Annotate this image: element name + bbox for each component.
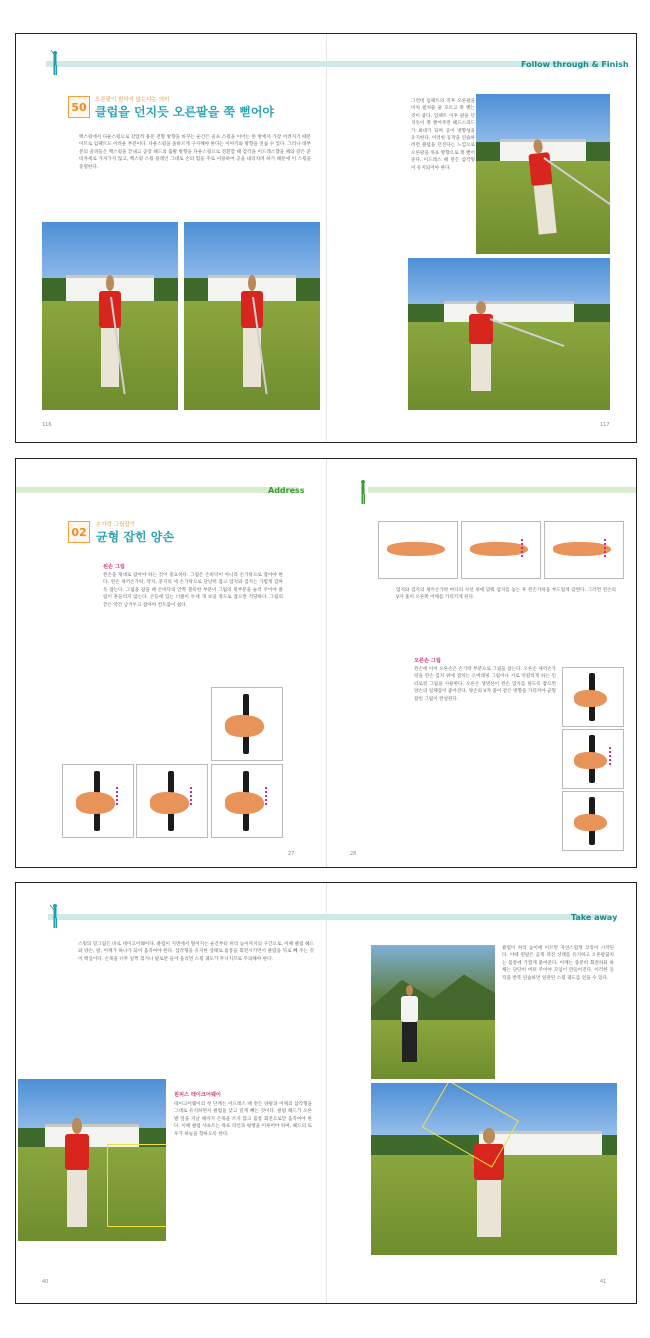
section-band [48,914,608,920]
photo-follow-2 [408,258,610,410]
golfer-icon [50,50,60,76]
section-label: Take away [571,913,618,922]
section-band-left [16,487,298,493]
photo-takeaway-side [18,1079,166,1241]
photo-left-grip-b [62,764,134,838]
body-text-top: 스윙의 밑그림은 바로 테이크어웨이다. 클럽이 지면에서 떨어지는 순간부터 허리 높이까지의 구간으로, 이때 클럽 헤드와 양손, 팔, 어깨가 하나가 되어 움직여야 한다. 삼각형을 유지한 상태로 몸통을 회전시키면서 클럽을 뒤로 빼 주는 것이 핵심이다. 손목을 너무 일찍 꺾거나 팔로만 들어 올리면 스윙 궤도가 무너지므로 주의해야 한다. [78,942,314,962]
page-number-left: 27 [288,851,295,857]
section-band-right [368,487,636,493]
tip-number: 50 [68,96,90,118]
gutter [326,883,327,1303]
heading-one-piece: 원피스 테이크어웨이 [174,1092,221,1098]
body-text-right-2: 왼손에 이어 오른손은 손가락 부분으로 그립을 잡는다. 오른손 새끼손가락을 왼손 검지 위에 겹치는 오버래핑 그립이나 서로 엇갈리게 하는 인터로킹 그립을 사용한다. 오른손 생명선이 왼손 엄지를 덮도록 잡으면 양손의 일체감이 좋아진다. 양손의 V자 홈이 같은 방향을 가리켜야 균형 잡힌 그립이 완성된다. [414,667,556,702]
body-text-right: 그런데 임팩트의 직후 오른팔을 미처 펼쳐줄 줄 모르고 쭉 뻗는 것이 좋다. 임팩트 이후 팔을 던지듯이 쭉 뻗어주면 헤드스피드가 최대가 되며 공이 방향성을 유지한다. 이러한 동작을 연습하려면 클럽을 던진다는 느낌으로 오른팔을 목표 방향으로 쭉 뻗어준다. 이드레스 때 만든 삼각형이 유지되어야 한다. [411,99,475,171]
body-text-right: 엄지와 검지의 새끼손가락 마디의 사선 위에 맞춰 엄지를 놓는 후 왼손가락을 부드럽게 감싼다. 그러면 왼손의 V자 홈이 오른쪽 어깨를 가리키게 된다. [396,588,616,601]
heading-right-grip: 오른손 그립 [414,658,441,664]
subtitle: 손가락 그립잡기 [96,522,135,528]
section-label: Address [268,486,305,495]
gutter [326,459,327,867]
photo-right-grip-b [562,729,624,789]
photo-takeaway-course [371,945,495,1079]
photo-hand-point [461,521,541,579]
photo-left-grip-d [211,764,283,838]
photo-takeaway-top [371,1083,617,1255]
body-text-left: 왼손을 제대로 잡아야 하는 것이 중요하다. 그립은 손바닥이 아니라 손가락으로 잡아야 한다. 왼손 새끼손가락, 약지, 중지의 세 손가락으로 단단히 잡고 엄지와 검지는 가볍게 감싸듯 잡는다. 그립을 잡을 때 손바닥의 안쪽 볼록한 부분이 그립의 윗부분을 눌러 주어야 클럽이 흔들리지 않는다. 손등에 있는 너클이 두세 개 보일 정도로 잡으면 적당하다. 그립의 끝은 약간 남겨두고 잡아야 컨트롤이 쉽다. [103,573,283,608]
page-number-left: 116 [42,422,52,428]
photo-impact-1 [42,222,178,410]
spread-take-away [15,882,637,1304]
spread-address [15,458,637,868]
page-number-right: 28 [350,851,357,857]
body-text-left: 백스윙에서 다운스윙으로 강압적 용문 전향 방향을 바꾸는 순간은 골프 스윙을 이어는 한 방에서 가장 어려지기 때문이므로 임팩트도 어려운 부분이다. 다운스윙을 올바르게 구사해야 한다는 이야기와 방향을 연습 수 있다. 그러나 대부분의 골퍼들은 백스윙을 끝내고 곧장 헤드의 출발 방향을 다운스윙으로 전환할 때 감각을 이드레스했을 때와 같은 준비자세로 가져가지 않고, 백스윙 스윙 플레인 그대로 손의 힘을 주로 이용하여 공을 내리치려 하기 때문에 이 스윙을 증명한다. [79,135,311,170]
spread-follow-through [15,33,637,443]
photo-hand-open [378,521,458,579]
tip-number: 02 [68,521,90,543]
photo-follow-1 [476,94,610,254]
page-number-left: 40 [42,1279,49,1285]
gutter [326,34,327,442]
photo-right-grip-a [562,667,624,727]
photo-hand-curl [544,521,624,579]
photo-left-grip-c [136,764,208,838]
page-title: 균형 잡힌 양손 [96,530,174,544]
page-number-right: 117 [600,422,610,428]
photo-left-grip-a [211,687,283,761]
subtitle: 오른팔이 원하지 않는다는 의미 [95,97,170,103]
photo-right-grip-c [562,791,624,851]
photo-impact-2 [184,222,320,410]
section-label: Follow through & Finish [521,60,629,69]
golfer-icon [358,479,368,505]
heading-left-grip: 왼손 그립 [103,564,125,570]
body-text-left: 테이크어웨이의 첫 단계는 어드레스 때 만든 양팔과 어깨의 삼각형을 그대로 유지하면서 클럽을 낮고 길게 빼는 것이다. 클럽 헤드가 오른발 앞을 지날 때까지 손목을 쓰지 않고 몸통 회전으로만 움직여야 한다. 이때 클럽 샤프트는 목표 라인과 평행을 이루어야 하며, 헤드의 토우가 하늘을 향하도록 한다. [174,1102,312,1137]
page-title: 클럽을 던지듯 오른팔을 쭉 뻗어야 [95,105,275,119]
golfer-icon [50,903,60,929]
body-text-right: 클럽이 허리 높이에 이르면 자연스럽게 코킹이 시작된다. 이때 왼팔은 곧게 펴진 상태를 유지하고 오른팔꿈치는 몸통에 가깝게 붙여준다. 어깨는 충분히 회전하되 하체는 단단히 버텨 주어야 꼬임이 만들어진다. 이러한 동작을 반복 연습하면 일관된 스윙 궤도를 얻을 수 있다. [502,946,614,981]
page-number-right: 41 [600,1279,607,1285]
